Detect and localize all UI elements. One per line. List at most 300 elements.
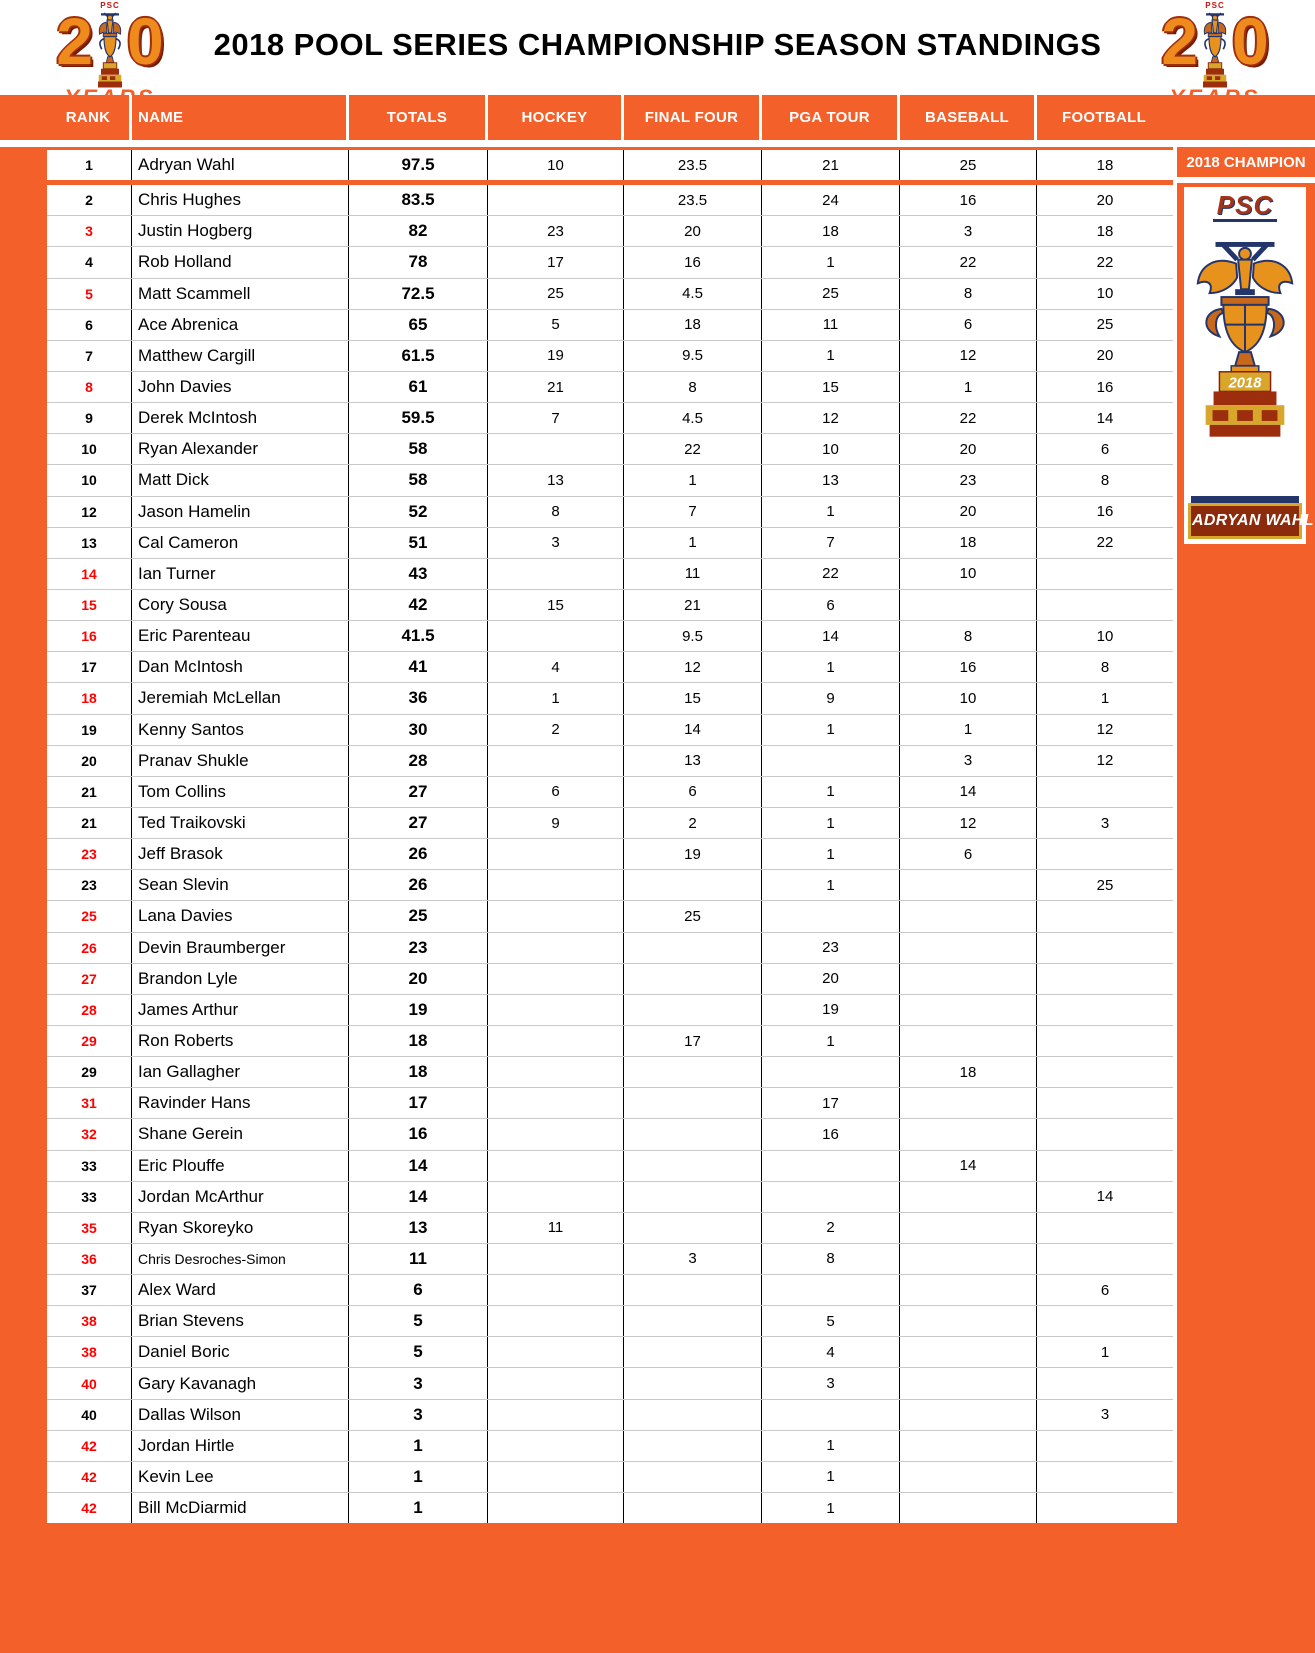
- baseball-cell: [900, 1182, 1037, 1212]
- rank-cell: 23: [47, 870, 132, 900]
- final-four-cell: [624, 1213, 762, 1243]
- name-cell: Chris Hughes: [132, 185, 349, 215]
- name-cell: Cory Sousa: [132, 590, 349, 620]
- hockey-cell: 17: [488, 247, 624, 277]
- baseball-cell: 3: [900, 746, 1037, 776]
- rank-cell: 6: [47, 310, 132, 340]
- hockey-cell: [488, 839, 624, 869]
- baseball-cell: 3: [900, 216, 1037, 246]
- table-row: [47, 1119, 1173, 1150]
- name-cell: Lana Davies: [132, 901, 349, 931]
- pga-tour-cell: 1: [762, 247, 900, 277]
- pga-tour-cell: 1: [762, 1493, 900, 1523]
- hockey-cell: 5: [488, 310, 624, 340]
- final-four-cell: 12: [624, 652, 762, 682]
- football-cell: [1037, 1431, 1173, 1461]
- column-header-rank: RANK: [0, 95, 129, 140]
- name-cell: Tom Collins: [132, 777, 349, 807]
- baseball-cell: [900, 901, 1037, 931]
- pga-tour-cell: 11: [762, 310, 900, 340]
- hockey-cell: [488, 1151, 624, 1181]
- rank-cell: 19: [47, 715, 132, 745]
- final-four-cell: 7: [624, 497, 762, 527]
- pga-tour-cell: 1: [762, 341, 900, 371]
- rank-cell: 18: [47, 683, 132, 713]
- football-cell: 3: [1100, 1406, 1110, 1424]
- pga-tour-cell: 6: [762, 590, 900, 620]
- football-cell: [1037, 1026, 1173, 1056]
- football-cell: [1037, 1306, 1173, 1336]
- final-four-cell: 9.5: [624, 621, 762, 651]
- rank-cell: 40: [47, 1368, 132, 1398]
- pga-tour-cell: 1: [762, 497, 900, 527]
- final-four-cell: 23.5: [624, 150, 762, 180]
- logo-psc-label: PSC: [100, 1, 120, 10]
- hockey-cell: 7: [488, 403, 624, 433]
- logo-digit-0: 0: [127, 4, 164, 78]
- table-row: [47, 777, 1173, 808]
- pga-tour-cell: 1: [762, 1026, 900, 1056]
- hockey-cell: [488, 1337, 624, 1367]
- totals-cell: 17: [349, 1088, 488, 1118]
- football-cell: 1: [1100, 689, 1110, 707]
- football-cell: [1037, 901, 1173, 931]
- rank-cell: 15: [47, 590, 132, 620]
- totals-cell: 28: [349, 746, 488, 776]
- totals-cell: 52: [349, 497, 488, 527]
- totals-cell: 65: [349, 310, 488, 340]
- rank-cell: 2: [47, 185, 132, 215]
- pga-tour-cell: [762, 901, 900, 931]
- rank-cell: 7: [47, 341, 132, 371]
- totals-cell: 25: [349, 901, 488, 931]
- football-cell: 8: [1100, 471, 1110, 489]
- svg-text:2018: 2018: [1228, 375, 1262, 392]
- hockey-cell: 21: [488, 372, 624, 402]
- hockey-cell: [488, 1400, 624, 1430]
- football-cell: 16: [1096, 503, 1114, 521]
- baseball-cell: [900, 1368, 1037, 1398]
- baseball-cell: [900, 995, 1037, 1025]
- name-cell: Daniel Boric: [132, 1337, 349, 1367]
- football-cell: 18: [1096, 222, 1114, 240]
- pga-tour-cell: [762, 746, 900, 776]
- final-four-cell: [624, 1119, 762, 1149]
- rank-cell: 17: [47, 652, 132, 682]
- baseball-cell: [900, 870, 1037, 900]
- table-row: [47, 1368, 1173, 1399]
- table-row: [47, 1306, 1173, 1337]
- pga-tour-cell: 20: [762, 964, 900, 994]
- table-row: [47, 870, 1173, 901]
- pga-tour-cell: 1: [762, 777, 900, 807]
- page-title: 2018 POOL SERIES CHAMPIONSHIP SEASON STANDINGS: [213, 27, 1102, 62]
- pga-tour-cell: 12: [762, 403, 900, 433]
- football-cell: [1037, 933, 1173, 963]
- hockey-cell: 13: [488, 465, 624, 495]
- logo-psc-label: PSC: [1205, 1, 1225, 10]
- hockey-cell: [488, 870, 624, 900]
- pga-tour-cell: 9: [762, 683, 900, 713]
- column-header-name: NAME: [132, 95, 346, 140]
- baseball-cell: 1: [900, 372, 1037, 402]
- baseball-cell: 6: [900, 839, 1037, 869]
- table-row: [47, 964, 1173, 995]
- name-cell: Justin Hogberg: [132, 216, 349, 246]
- totals-cell: 42: [349, 590, 488, 620]
- hockey-cell: [488, 559, 624, 589]
- table-row: [47, 621, 1173, 652]
- table-row: [47, 1244, 1173, 1275]
- rank-cell: 29: [47, 1057, 132, 1087]
- final-four-cell: 22: [624, 434, 762, 464]
- pga-tour-cell: 1: [762, 1462, 900, 1492]
- totals-cell: 3: [349, 1400, 488, 1430]
- hockey-cell: [488, 434, 624, 464]
- totals-cell: 78: [349, 247, 488, 277]
- pga-tour-cell: 5: [762, 1306, 900, 1336]
- pga-tour-cell: 24: [762, 185, 900, 215]
- hockey-cell: [488, 1088, 624, 1118]
- final-four-cell: 17: [624, 1026, 762, 1056]
- name-cell: Ron Roberts: [132, 1026, 349, 1056]
- rank-cell: 37: [47, 1275, 132, 1305]
- rank-cell: 10: [47, 434, 132, 464]
- rank-cell: 36: [47, 1244, 132, 1274]
- hockey-cell: [488, 1119, 624, 1149]
- baseball-cell: [900, 1493, 1037, 1523]
- pga-tour-cell: 19: [762, 995, 900, 1025]
- pga-tour-cell: 15: [762, 372, 900, 402]
- totals-cell: 27: [349, 808, 488, 838]
- table-row: [47, 901, 1173, 932]
- baseball-cell: [900, 1306, 1037, 1336]
- table-row: [47, 247, 1173, 278]
- totals-cell: 14: [349, 1151, 488, 1181]
- football-cell: 8: [1100, 658, 1110, 676]
- totals-cell: 30: [349, 715, 488, 745]
- totals-cell: 58: [349, 465, 488, 495]
- pga-tour-cell: 10: [762, 434, 900, 464]
- football-cell: 6: [1100, 440, 1110, 458]
- final-four-cell: [624, 995, 762, 1025]
- table-row: [47, 746, 1173, 777]
- football-cell: 25: [1096, 316, 1114, 334]
- hockey-cell: [488, 1026, 624, 1056]
- table-row: [47, 839, 1173, 870]
- final-four-cell: 1: [624, 528, 762, 558]
- totals-cell: 1: [349, 1462, 488, 1492]
- totals-cell: 51: [349, 528, 488, 558]
- hockey-cell: 3: [488, 528, 624, 558]
- table-row: [47, 1026, 1173, 1057]
- rank-cell: 35: [47, 1213, 132, 1243]
- header-gap: [0, 140, 1315, 147]
- rank-cell: 28: [47, 995, 132, 1025]
- hockey-cell: [488, 185, 624, 215]
- pga-tour-cell: 7: [762, 528, 900, 558]
- final-four-cell: 23.5: [624, 185, 762, 215]
- baseball-cell: 16: [900, 185, 1037, 215]
- table-row: [47, 465, 1173, 496]
- table-row: [47, 1213, 1173, 1244]
- pga-tour-cell: 22: [762, 559, 900, 589]
- column-header-hockey: HOCKEY: [488, 95, 621, 140]
- baseball-cell: 12: [900, 341, 1037, 371]
- name-cell: Ian Turner: [132, 559, 349, 589]
- totals-cell: 41: [349, 652, 488, 682]
- totals-cell: 1: [349, 1493, 488, 1523]
- baseball-cell: 10: [900, 559, 1037, 589]
- rank-cell: 23: [47, 839, 132, 869]
- top-banner: [0, 0, 1315, 95]
- football-cell: [1037, 1244, 1173, 1274]
- baseball-cell: 10: [900, 683, 1037, 713]
- football-cell: [1037, 1088, 1173, 1118]
- baseball-cell: 20: [900, 434, 1037, 464]
- baseball-cell: [900, 964, 1037, 994]
- pga-tour-cell: 13: [762, 465, 900, 495]
- name-cell: Chris Desroches-Simon: [132, 1244, 349, 1274]
- final-four-cell: [624, 1275, 762, 1305]
- hockey-cell: [488, 1368, 624, 1398]
- hockey-cell: [488, 1431, 624, 1461]
- totals-cell: 1: [349, 1431, 488, 1461]
- pga-tour-cell: [762, 1400, 900, 1430]
- final-four-cell: 20: [624, 216, 762, 246]
- football-cell: 22: [1096, 253, 1114, 271]
- rank-cell: 38: [47, 1306, 132, 1336]
- name-cell: Derek McIntosh: [132, 403, 349, 433]
- hockey-cell: [488, 1182, 624, 1212]
- table-row: [47, 808, 1173, 839]
- football-cell: 10: [1096, 285, 1114, 303]
- name-cell: Jeremiah McLellan: [132, 683, 349, 713]
- football-cell: 12: [1096, 721, 1114, 739]
- hockey-cell: [488, 995, 624, 1025]
- final-four-cell: [624, 964, 762, 994]
- totals-cell: 82: [349, 216, 488, 246]
- final-four-cell: [624, 1493, 762, 1523]
- name-cell: Ryan Alexander: [132, 434, 349, 464]
- football-cell: [1037, 559, 1173, 589]
- hockey-cell: 8: [488, 497, 624, 527]
- final-four-cell: [624, 933, 762, 963]
- rank-cell: 38: [47, 1337, 132, 1367]
- pga-tour-cell: 16: [762, 1119, 900, 1149]
- totals-cell: 26: [349, 839, 488, 869]
- column-header-totals: TOTALS: [349, 95, 485, 140]
- totals-cell: 18: [349, 1026, 488, 1056]
- rank-cell: 14: [47, 559, 132, 589]
- pga-tour-cell: 17: [762, 1088, 900, 1118]
- totals-cell: 97.5: [349, 150, 488, 180]
- hockey-cell: 10: [488, 150, 624, 180]
- table-row: [47, 652, 1173, 683]
- pga-tour-cell: 1: [762, 1431, 900, 1461]
- football-cell: 14: [1096, 409, 1114, 427]
- final-four-cell: [624, 1182, 762, 1212]
- logo-digit-2: 2: [1161, 4, 1198, 78]
- rank-cell: 42: [47, 1431, 132, 1461]
- baseball-cell: 22: [900, 403, 1037, 433]
- final-four-cell: 21: [624, 590, 762, 620]
- name-cell: Matthew Cargill: [132, 341, 349, 371]
- totals-cell: 72.5: [349, 279, 488, 309]
- baseball-cell: [900, 1026, 1037, 1056]
- football-cell: 25: [1096, 876, 1114, 894]
- name-cell: Alex Ward: [132, 1275, 349, 1305]
- rank-cell: 27: [47, 964, 132, 994]
- baseball-cell: 23: [900, 465, 1037, 495]
- hockey-cell: [488, 901, 624, 931]
- table-row: [47, 590, 1173, 621]
- name-cell: Sean Slevin: [132, 870, 349, 900]
- baseball-cell: [900, 1119, 1037, 1149]
- table-row: [47, 715, 1173, 746]
- name-cell: Pranav Shukle: [132, 746, 349, 776]
- football-cell: [1037, 1151, 1173, 1181]
- final-four-cell: [624, 1088, 762, 1118]
- table-row: [47, 1462, 1173, 1493]
- hockey-cell: [488, 621, 624, 651]
- name-cell: James Arthur: [132, 995, 349, 1025]
- name-cell: Kevin Lee: [132, 1462, 349, 1492]
- table-row: [47, 147, 1173, 185]
- football-cell: [1037, 590, 1173, 620]
- trophy-icon: [1186, 235, 1304, 483]
- pga-tour-cell: 2: [762, 1213, 900, 1243]
- hockey-cell: [488, 746, 624, 776]
- rank-cell: 20: [47, 746, 132, 776]
- name-cell: Matt Dick: [132, 465, 349, 495]
- hockey-cell: 15: [488, 590, 624, 620]
- pga-tour-cell: [762, 1057, 900, 1087]
- name-cell: Dan McIntosh: [132, 652, 349, 682]
- name-cell: Devin Braumberger: [132, 933, 349, 963]
- football-cell: 10: [1096, 627, 1114, 645]
- name-cell: Ted Traikovski: [132, 808, 349, 838]
- baseball-cell: 12: [900, 808, 1037, 838]
- final-four-cell: 4.5: [624, 279, 762, 309]
- name-cell: Jeff Brasok: [132, 839, 349, 869]
- pga-tour-cell: 1: [762, 870, 900, 900]
- trophy-psc-label: PSC: [1213, 191, 1277, 222]
- rank-cell: 32: [47, 1119, 132, 1149]
- pga-tour-cell: 21: [762, 150, 900, 180]
- logo-digit-0: 0: [1232, 4, 1269, 78]
- standings-table-body: [47, 147, 1173, 1523]
- totals-cell: 27: [349, 777, 488, 807]
- name-cell: Ryan Skoreyko: [132, 1213, 349, 1243]
- baseball-cell: [900, 933, 1037, 963]
- totals-cell: 58: [349, 434, 488, 464]
- final-four-cell: 1: [624, 465, 762, 495]
- baseball-cell: 14: [900, 1151, 1037, 1181]
- column-header-pga-tour: PGA TOUR: [762, 95, 897, 140]
- logo-digit-2: 2: [56, 4, 93, 78]
- rank-cell: 9: [47, 403, 132, 433]
- final-four-cell: [624, 1431, 762, 1461]
- football-cell: [1037, 964, 1173, 994]
- totals-cell: 61.5: [349, 341, 488, 371]
- totals-cell: 26: [349, 870, 488, 900]
- final-four-cell: 25: [624, 901, 762, 931]
- rank-cell: 31: [47, 1088, 132, 1118]
- final-four-cell: [624, 1337, 762, 1367]
- final-four-cell: 13: [624, 746, 762, 776]
- football-cell: 22: [1096, 534, 1114, 552]
- nameplate-top-bar: [1191, 496, 1299, 503]
- totals-cell: 41.5: [349, 621, 488, 651]
- pga-tour-cell: [762, 1275, 900, 1305]
- rank-cell: 40: [47, 1400, 132, 1430]
- table-row: [47, 341, 1173, 372]
- totals-cell: 5: [349, 1306, 488, 1336]
- rank-cell: 1: [47, 150, 132, 180]
- football-cell: 18: [1096, 156, 1114, 174]
- hockey-cell: 19: [488, 341, 624, 371]
- name-cell: Shane Gerein: [132, 1119, 349, 1149]
- rank-cell: 5: [47, 279, 132, 309]
- table-row: [47, 559, 1173, 590]
- baseball-cell: 18: [900, 1057, 1037, 1087]
- totals-cell: 43: [349, 559, 488, 589]
- totals-cell: 59.5: [349, 403, 488, 433]
- baseball-cell: 20: [900, 497, 1037, 527]
- pga-tour-cell: 18: [762, 216, 900, 246]
- champion-trophy-image: [1186, 222, 1304, 496]
- table-row: [47, 933, 1173, 964]
- name-cell: Cal Cameron: [132, 528, 349, 558]
- hockey-cell: [488, 1493, 624, 1523]
- table-row: [47, 1337, 1173, 1368]
- table-row: [47, 497, 1173, 528]
- table-row: [47, 403, 1173, 434]
- hockey-cell: 9: [488, 808, 624, 838]
- baseball-cell: 8: [900, 279, 1037, 309]
- table-row: [47, 1182, 1173, 1213]
- final-four-cell: 19: [624, 839, 762, 869]
- table-column-header: [0, 95, 1315, 140]
- football-cell: [1037, 995, 1173, 1025]
- rank-cell: 10: [47, 465, 132, 495]
- rank-cell: 26: [47, 933, 132, 963]
- table-row: [47, 528, 1173, 559]
- hockey-cell: 25: [488, 279, 624, 309]
- pga-tour-cell: 14: [762, 621, 900, 651]
- rank-cell: 25: [47, 901, 132, 931]
- champion-nameplate: [1188, 496, 1314, 539]
- totals-cell: 18: [349, 1057, 488, 1087]
- name-cell: Jordan Hirtle: [132, 1431, 349, 1461]
- final-four-cell: 16: [624, 247, 762, 277]
- name-cell: Brian Stevens: [132, 1306, 349, 1336]
- table-row: [47, 216, 1173, 247]
- football-cell: 12: [1096, 752, 1114, 770]
- rank-cell: 12: [47, 497, 132, 527]
- table-right-gap: [1173, 140, 1177, 1523]
- totals-cell: 20: [349, 964, 488, 994]
- pga-tour-cell: 8: [762, 1244, 900, 1274]
- final-four-cell: 6: [624, 777, 762, 807]
- name-cell: Rob Holland: [132, 247, 349, 277]
- football-cell: 14: [1096, 1188, 1114, 1206]
- baseball-cell: [900, 1337, 1037, 1367]
- table-row: [47, 1088, 1173, 1119]
- football-cell: [1037, 1057, 1173, 1087]
- table-row: [47, 310, 1173, 341]
